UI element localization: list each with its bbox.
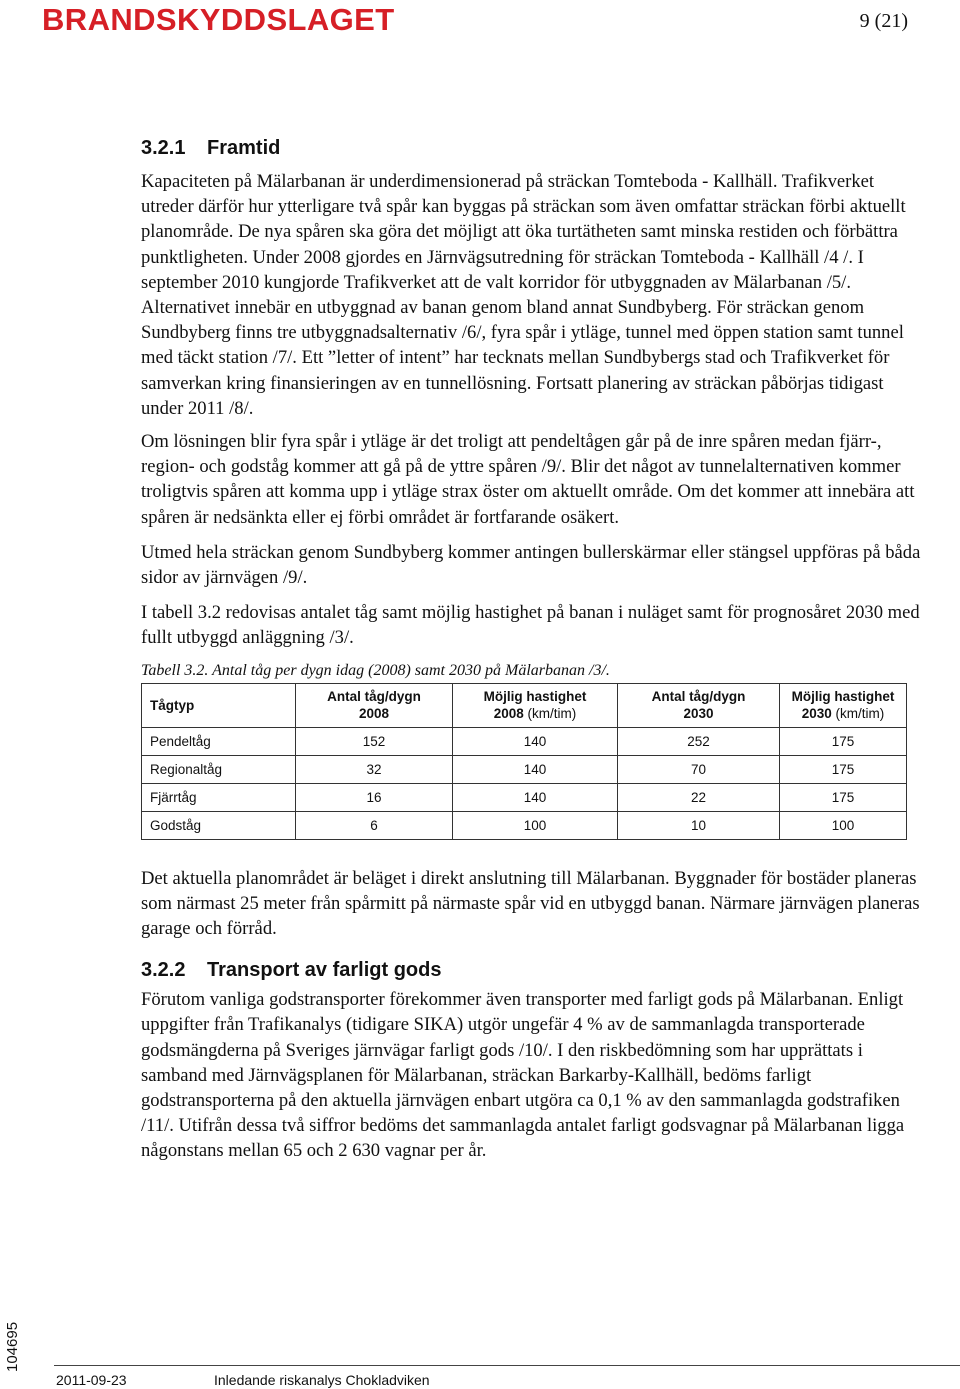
table-cell: 175 (780, 755, 907, 783)
table-cell: 32 (296, 755, 453, 783)
table-cell: 6 (296, 811, 453, 839)
table-cell: 16 (296, 783, 453, 811)
table-cell: 252 (618, 727, 780, 755)
paragraph-plan-area: Det aktuella planområdet är beläget i direkt anslutning till Mälarbanan. Byggnader för bostäder planeras som närmast 25 meter från spårmitt på närmaste spår vid en utbyggd banan. Närmare järnvägen planeras garage och förråd. (141, 867, 920, 940)
table-cell: 140 (453, 727, 618, 755)
header-cell (142, 683, 296, 727)
header-cell: Antal tåg/dygn 2030 (618, 683, 780, 727)
section-number: 3.2.2 (141, 959, 186, 982)
table-cell: Godståg (142, 811, 296, 839)
table-cell: 22 (618, 783, 780, 811)
train-table (141, 683, 907, 840)
paragraph-four-tracks: Om lösningen blir fyra spår i ytläge är det troligt att pendeltågen går på de inre spåren medan fjärr-, region- och godståg kommer att gå på de yttre spåren /9/. Blir det något av tunnelalternativen kommer troligtvis spåren att komma upp i ytläge strax öster om aktuellt område. Om det kommer att innebära att spåren är nedsänkta eller ej förbi området är fortfarande osäkert. (141, 431, 915, 528)
section-heading-3-2-1 (141, 133, 921, 163)
table-cell: 100 (453, 811, 618, 839)
paragraph-table-intro: I tabell 3.2 redovisas antalet tåg samt möjlig hastighet på banan i nuläget samt för prognosåret 2030 med fullt utbyggd anläggning /3/. (141, 602, 920, 649)
section-title: Framtid (207, 137, 281, 159)
table-caption: Tabell 3.2. Antal tåg per dygn idag (2008) samt 2030 på Mälarbanan /3/. (141, 661, 610, 679)
header-label: Antal tåg/dygn (327, 689, 421, 705)
page-number: 9 (21) (859, 10, 908, 32)
table-cell: 10 (618, 811, 780, 839)
table-header-row (142, 683, 907, 727)
table-row (142, 755, 907, 783)
header-label: Möjlig hastighet (791, 689, 895, 705)
header-label: Möjlig hastighet (483, 689, 587, 705)
paragraph-noise-barriers: Utmed hela sträckan genom Sundbyberg kommer antingen bullerskärmar eller stängsel uppföras på båda sidor av järnvägen /9/. (141, 541, 921, 589)
table-cell: 175 (780, 727, 907, 755)
table-row (142, 783, 907, 811)
table-cell: 100 (780, 811, 907, 839)
table-row (142, 811, 907, 839)
footer-divider (54, 1365, 960, 1366)
table-cell: Regionaltåg (142, 755, 296, 783)
section-number: 3.2.1 (141, 137, 186, 159)
footer-title: Inledande riskanalys Chokladviken (214, 1372, 430, 1388)
footer-date: 2011-09-23 (56, 1372, 127, 1388)
header-label: Tågtyp (150, 697, 195, 713)
brandskyddslaget-logo: BRANDSKYDDSLAGET (42, 2, 395, 37)
section-heading-3-2-2 (141, 955, 921, 985)
header-cell: Möjlig hastighet 2030 (km/tim) (780, 683, 907, 727)
table-cell: Fjärrtåg (142, 783, 296, 811)
header-cell: Antal tåg/dygn 2008 (296, 683, 453, 727)
main-content (141, 133, 921, 1164)
header-label: Antal tåg/dygn (651, 689, 746, 705)
header-cell: Möjlig hastighet 2008 (km/tim) (453, 683, 618, 727)
table-row (142, 727, 907, 755)
paragraph-capacity: Kapaciteten på Mälarbanan är underdimensionerad på sträckan Tomteboda - Kallhäll. Trafikverket utreder därför hur ytterligare två spår kan byggas på sträckan som även omfattar sträckan förbi aktuellt planområde. De nya spåren ska göra det möjligt att öka turtätheten samt minska restiden och förbättra punktligheten. Under 2008 gjordes en Järnvägsutredning för sträckan Tomteboda - Kallhäll /4 /. I september 2010 kungjorde Trafikverket att de valt korridor för utbyggnaden av Mälarbanan /5/. Alternativet innebär en utbyggnad av banan genom bland annat Sundbyberg. För sträckan genom Sundbyberg finns tre utbyggnadsalternativ /6/, fyra spår i ytläge, tunnel med öppen station samt tunnel med täckt station /7/. Ett ”letter of intent” har tecknats mellan Sundbybergs stad och Trafikverket för samverkan kring finansieringen av en tunnellösning. Fortsatt planering av sträckan påbörjas tidigast under 2011 /8/. (141, 171, 906, 419)
document-id: 104695 (4, 1321, 21, 1372)
table-cell: 70 (618, 755, 780, 783)
paragraph-dangerous-goods: Förutom vanliga godstransporter förekommer även transporter med farligt gods på Mälarbanan. Enligt uppgifter från Trafikanalys (tidigare SIKA) utgör ungefär 4 % av de sammanlagda transporterade godsmängderna på Sveriges järnvägar farligt gods /10/. I den riskbedömning som har upprättats i samband med Järnvägsplanen för Mälarbanan, sträckan Barkarby-Kallhäll, bedöms farligt godstransporterna på den aktuella järnvägen enbart utgöra ca 0,1 % av den sammanlagda godstrafiken /11/. Utifrån dessa två siffror bedöms det sammanlagda antalet farligt godsvagnar på Mälarbanan ligga någonstans mellan 65 och 2 630 vagnar per år. (141, 989, 905, 1162)
table-cell: Pendeltåg (142, 727, 296, 755)
section-title: Transport av farligt gods (207, 959, 442, 982)
table-cell: 140 (453, 755, 618, 783)
table-cell: 152 (296, 727, 453, 755)
table-cell: 175 (780, 783, 907, 811)
table-cell: 140 (453, 783, 618, 811)
